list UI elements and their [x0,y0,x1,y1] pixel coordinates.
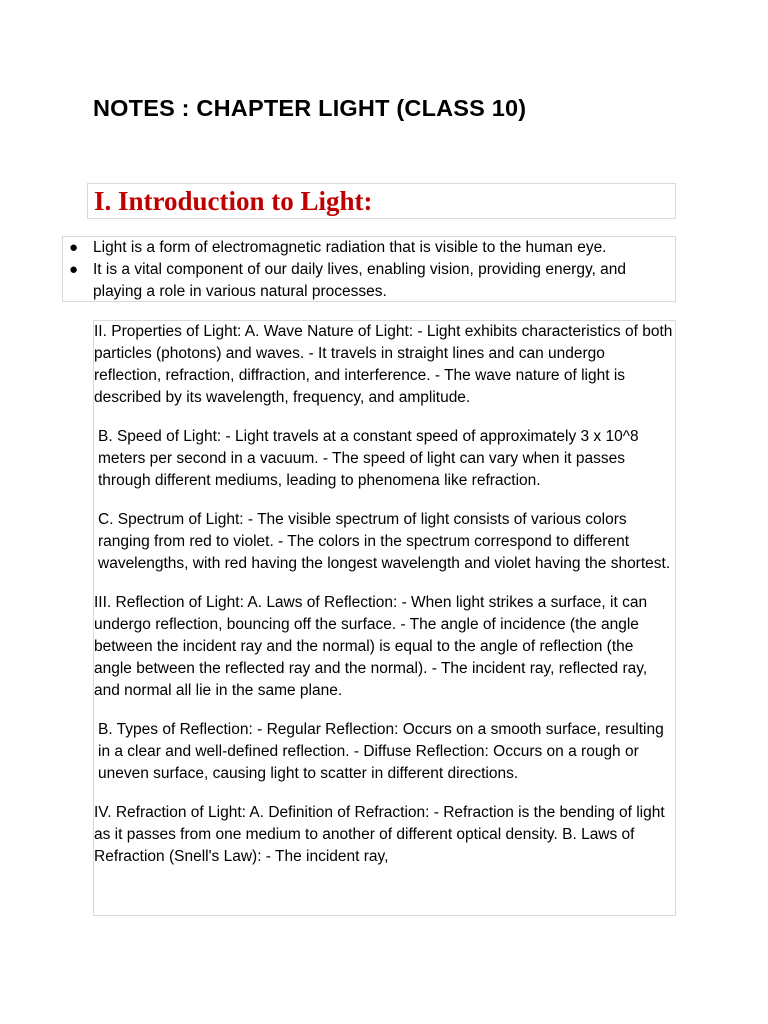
bullet-icon: ● [69,239,79,256]
bullet-text: It is a vital component of our daily lives, enabling vision, providing energy, and playing a role in various natural processes. [93,261,627,300]
bullet-icon: ● [69,261,79,278]
notes-body-box [93,320,676,916]
paragraph-refraction: IV. Refraction of Light: A. Definition of Refraction: - Refraction is the bending of light as it passes from one medium to another of different optical density. B. Laws of Refraction (Snell's Law): - The incident ray, [94,804,665,865]
paragraph-speed: B. Speed of Light: - Light travels at a constant speed of approximately 3 x 10^8 meters per second in a vacuum. - The speed of light can vary when it passes through different mediums, leading to phenomena like refraction. [98,428,639,489]
document-title: NOTES : CHAPTER LIGHT (CLASS 10) [93,95,527,121]
list-item [63,259,677,303]
paragraph-reflection-types: B. Types of Reflection: - Regular Reflection: Occurs on a smooth surface, resulting in a clear and well-defined reflection. - Diffuse Reflection: Occurs on a rough or uneven surface, causing light to scatter in different directions. [98,721,664,782]
section-heading: I. Introduction to Light: [94,186,373,216]
bullet-text: Light is a form of electromagnetic radiation that is visible to the human eye. [93,239,607,256]
list-item [63,237,677,259]
paragraph-properties: II. Properties of Light: A. Wave Nature of Light: - Light exhibits characteristics of both particles (photons) and waves. - It travels in straight lines and can undergo reflection, refraction, diffraction, and interference. - The wave nature of light is described by its wavelength, frequency, and amplitude. [94,323,673,406]
paragraph-spectrum: C. Spectrum of Light: - The visible spectrum of light consists of various colors ranging from red to violet. - The colors in the spectrum correspond to different wavelengths, with red having the longest wavelength and violet having the shortest. [98,511,671,572]
intro-bullet-list [63,237,677,303]
intro-bullet-box [62,236,676,302]
section-heading-box [87,183,676,219]
paragraph-reflection-laws: III. Reflection of Light: A. Laws of Reflection: - When light strikes a surface, it can undergo reflection, bouncing off the surface. - The angle of incidence (the angle between the incident ray and the normal) is equal to the angle of reflection (the angle between the reflected ray and the normal). - The incident ray, reflected ray, and normal all lie in the same plane. [94,594,648,699]
